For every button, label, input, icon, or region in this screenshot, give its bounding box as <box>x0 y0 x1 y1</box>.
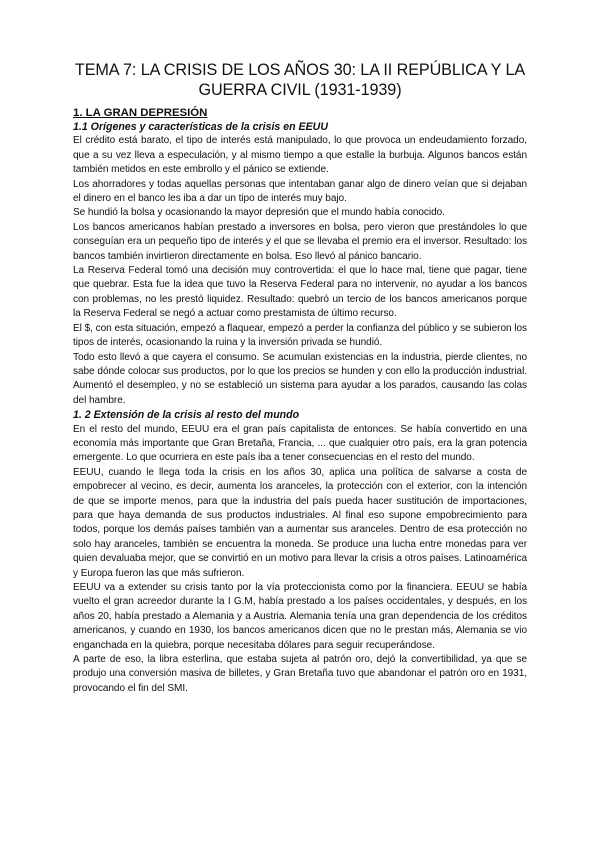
paragraph: Se hundió la bolsa y ocasionando la mayor depresión que el mundo había conocido. <box>73 207 445 219</box>
document-page <box>73 60 527 696</box>
subsection-heading-extension: 1. 2 Extensión de la crisis al resto del mundo <box>73 409 300 422</box>
section-heading-gran-depresion: 1. LA GRAN DEPRESIÓN <box>73 107 208 119</box>
paragraph: En el resto del mundo, EEUU era el gran país capitalista de entonces. Se había convertido en una economía más importante que Gran Bretaña, Francia, ... que cualquier otro país, era la gran potencia emergente. Lo que ocurriera en este país iba a tener consecuencias en el resto del mundo. <box>73 423 527 464</box>
paragraph: El crédito está barato, el tipo de interés está manipulado, lo que provoca un endeudamiento forzado, que a su vez lleva a especulación, y al mismo tiempo a que estalle la burbuja. Algunos bancos están también metidos en este embrollo y el pánico se extiende. <box>73 135 527 176</box>
paragraph: Los bancos americanos habían prestado a inversores en bolsa, pero vieron que prestándoles lo que conseguían era un pequeño tipo de interés y el que se llevaba el premio era el inversor. Resultado: los bancos también invirtieron directamente en bolsa. Eso llevó al pánico bancario. <box>73 221 527 262</box>
paragraph: EEUU, cuando le llega toda la crisis en los años 30, aplica una política de salvarse a costa de empobrecer al vecino, es decir, aumenta los aranceles, la protección con el exterior, con la intención de que se importe menos, para que la industria del país pueda hacer sustitución de importaciones, para que haya demanda de sus productos industriales. Al final eso supone empobrecimiento para todos, porque los demás países también van a aumentar sus aranceles. Dentro de esa protección no solo hay aranceles, también se encuentra la moneda. Se produce una lucha entre monedas para ver quien devaluaba mejor, que se convirtió en un motivo para llevar la crisis a otros países. Latinoamérica y Europa fueron las que más sufrieron. <box>73 466 527 579</box>
paragraph: Los ahorradores y todas aquellas personas que intentaban ganar algo de dinero veían que si dejaban el dinero en el banco les iba a dar un tipo de interés muy bajo. <box>73 178 527 205</box>
document-title: TEMA 7: LA CRISIS DE LOS AÑOS 30: LA II REPÚBLICA Y LA GUERRA CIVIL (1931-1939) <box>74 61 526 99</box>
paragraph: Todo esto llevó a que cayera el consumo. Se acumulan existencias en la industria, pierde clientes, no sabe dónde colocar sus productos, por lo que los precios se hunden y con ello la producción industrial. Aumentó el desempleo, y no se estableció un sistema para ayudar a los parados, causando las colas del hambre. <box>73 351 527 406</box>
paragraph: El $, con esta situación, empezó a flaquear, empezó a perder la confianza del público y se subieron los tipos de interés, ocasionando la ruina y la inversión privada se hundió. <box>73 322 527 349</box>
subsection-heading-origenes: 1.1 Orígenes y características de la crisis en EEUU <box>73 121 328 133</box>
paragraph: A parte de eso, la libra esterlina, que estaba sujeta al patrón oro, dejó la convertibilidad, ya que se produjo una conversión masiva de billetes, y Gran Bretaña tuvo que abandonar el patrón oro en 1931, provocando el fin del SMI. <box>73 654 527 694</box>
paragraph: EEUU va a extender su crisis tanto por la vía proteccionista como por la financiera. EEUU se había vuelto el gran acreedor durante la I G.M, había prestado a los países occidentales, y después, en los años 20, había prestado a Alemania y a Austria. Alemania tenía una gran dependencia de los créditos americanos, y cuando en 1930, los bancos americanos dicen que no le prestan más, Alemania se vio enganchada en la quiebra, porque necesitaba dólares para seguir recuperándose. <box>73 582 527 651</box>
paragraph: La Reserva Federal tomó una decisión muy controvertida: el que lo hace mal, tiene que pagar, tiene que quebrar. Esta fue la idea que tuvo la Reserva Federal para no intervenir, no ayudar a los bancos con problemas, no les prestó liquidez. Resultado: quebró un tercio de los bancos americanos porque la Reserva Federal se negó a actuar como prestamista de último recurso. <box>73 265 527 320</box>
